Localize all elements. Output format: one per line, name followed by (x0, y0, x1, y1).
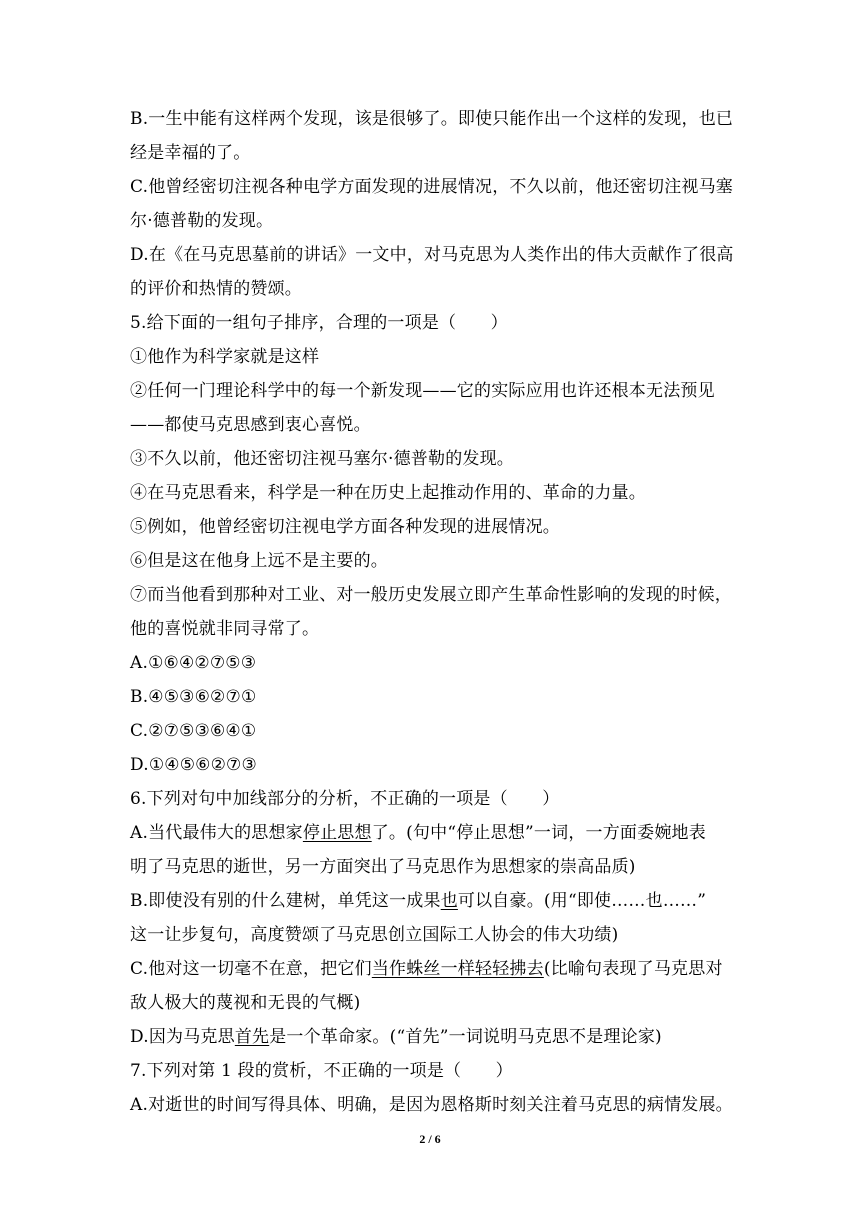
q6-option-d (130, 1020, 734, 1054)
q6-c-note: (比喻句表现了马克思对 (543, 959, 723, 979)
q6-b-underlined: 也 (440, 891, 458, 911)
q6-option-c (130, 952, 734, 986)
text-line: D.在《在马克思墓前的讲话》一文中，对马克思为人类作出的伟大贡献作了很高 (130, 245, 734, 265)
q6-option-c-continued: 敌人极大的蔑视和无畏的气概) (130, 993, 361, 1013)
q6-d-text: D.因为马克思 (130, 1027, 235, 1047)
question-7-stem: 7.下列对第 1 段的赏析，不正确的一项是（ ） (130, 1061, 513, 1081)
question-5-stem: 5.给下面的一组句子排序，合理的一项是（ ） (130, 313, 508, 333)
text-line: C.他曾经密切注视各种电学方面发现的进展情况，不久以前，他还密切注视马塞 (130, 177, 734, 197)
text-line: 经是幸福的了。 (130, 143, 251, 163)
sentence-7-continued: 他的喜悦就非同寻常了。 (130, 619, 320, 639)
q6-option-b-continued: 这一让步复句，高度赞颂了马克思创立国际工人协会的伟大功绩) (130, 925, 619, 945)
q6-b-note: 可以自豪。(用“即使……也……” (457, 891, 707, 911)
option-b: B.④⑤③⑥②⑦① (130, 687, 257, 707)
sentence-2: ②任何一门理论科学中的每一个新发现——它的实际应用也许还根本无法预见 (130, 381, 715, 401)
sentence-6: ⑥但是这在他身上远不是主要的。 (130, 551, 388, 571)
page-number: 2 / 6 (419, 1132, 441, 1146)
q6-d-note: 是一个革命家。(“首先”一词说明马克思不是理论家) (269, 1027, 662, 1047)
sentence-4: ④在马克思看来，科学是一种在历史上起推动作用的、革命的力量。 (130, 483, 646, 503)
q6-a-text: A.当代最伟大的思想家 (130, 823, 303, 843)
sentence-2-continued: ——都使马克思感到衷心喜悦。 (130, 415, 371, 435)
q6-a-underlined: 停止思想 (302, 823, 372, 843)
question-6-stem: 6.下列对句中加线部分的分析，不正确的一项是（ ） (130, 789, 560, 809)
text-line: 尔·德普勒的发现。 (130, 211, 274, 231)
document-body (130, 102, 734, 1122)
text-line: B.一生中能有这样两个发现，该是很够了。即使只能作出一个这样的发现，也已 (130, 109, 734, 129)
q6-option-b (130, 884, 734, 918)
sentence-5: ⑤例如，他曾经密切注视电学方面各种发现的进展情况。 (130, 517, 560, 537)
option-d: D.①④⑤⑥②⑦③ (130, 755, 257, 775)
sentence-1: ①他作为科学家就是这样 (130, 347, 320, 367)
sentence-3: ③不久以前，他还密切注视马塞尔·德普勒的发现。 (130, 449, 515, 469)
q6-option-a (130, 816, 734, 850)
option-a: A.①⑥④②⑦⑤③ (130, 653, 257, 673)
q6-option-a-continued: 明了马克思的逝世，另一方面突出了马克思作为思想家的崇高品质) (130, 857, 636, 877)
q6-d-underlined: 首先 (234, 1027, 270, 1047)
sentence-7: ⑦而当他看到那种对工业、对一般历史发展立即产生革命性影响的发现的时候， (130, 585, 732, 605)
option-c: C.②⑦⑤③⑥④① (130, 721, 257, 741)
q6-b-text: B.即使没有别的什么建树，单凭这一成果 (130, 891, 441, 911)
text-line: 的评价和热情的赞颂。 (130, 279, 302, 299)
q6-c-text: C.他对这一切毫不在意，把它们 (130, 959, 372, 979)
q7-option-a: A.对逝世的时间写得具体、明确，是因为恩格斯时刻关注着马克思的病情发展。 (130, 1095, 733, 1115)
q6-c-underlined: 当作蛛丝一样轻轻拂去 (371, 959, 544, 979)
q6-a-note: 了。(句中“停止思想”一词，一方面委婉地表 (371, 823, 706, 843)
